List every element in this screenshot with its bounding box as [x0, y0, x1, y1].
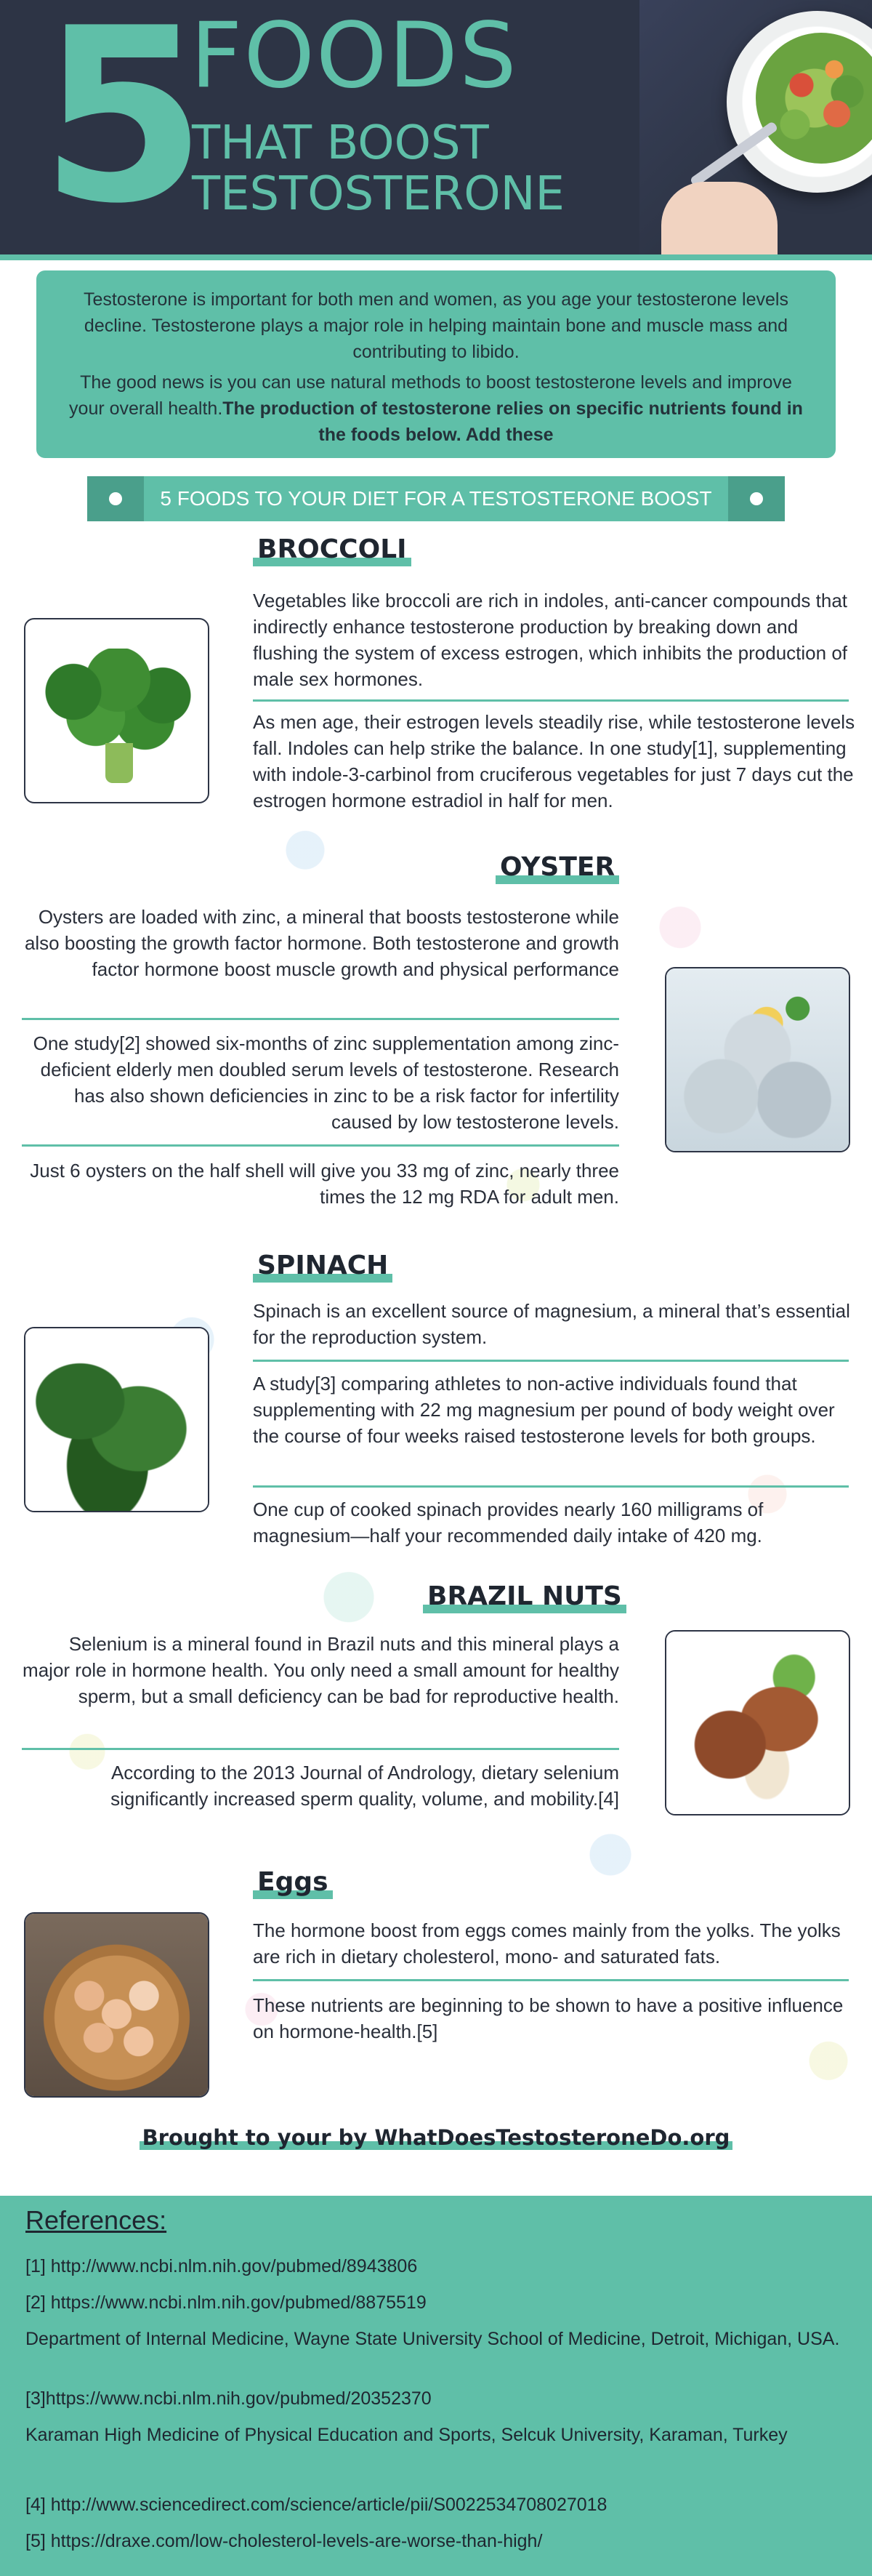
header-divider [0, 254, 872, 260]
spinach-paragraph-2: A study[3] comparing athletes to non-active individuals found that supplementing with 22 mg magnesium per pound of body weight over the course of four weeks raised testosterone levels for both groups. [253, 1373, 835, 1447]
header-banner [0, 0, 872, 254]
header-number: 5 [40, 0, 207, 254]
intro-paragraph-2-bold: The production of testosterone relies on specific nutrients found in the foods below. Add these [222, 398, 803, 445]
broccoli-divider [253, 699, 849, 702]
broccoli-stem-icon [105, 743, 133, 783]
oyster-title: OYSTER [496, 852, 619, 883]
banner-dot-icon [750, 492, 763, 505]
brazil-nuts-divider [22, 1748, 619, 1750]
spinach-paragraph-3: One cup of cooked spinach provides nearly 160 milligrams of magnesium—half your recommended daily intake of 420 mg. [253, 1498, 764, 1546]
hand-icon [661, 182, 778, 254]
spinach-paragraph-1: Spinach is an excellent source of magnesium, a mineral that’s essential for the reproduction system. [253, 1300, 850, 1348]
header-title-foods: FOODS [190, 4, 518, 108]
brazil-nuts-image [665, 1630, 850, 1815]
eggs-bowl-icon [25, 1914, 208, 2096]
eggs-paragraph-1: The hormone boost from eggs comes mainly from the yolks. The yolks are rich in dietary cholesterol, mono- and saturated fats. [253, 1919, 841, 1967]
references-title: References: [25, 2205, 167, 2235]
reference-item-3: Department of Internal Medicine, Wayne State University School of Medicine, Detroit, Michigan, USA. [25, 2329, 840, 2349]
reference-item-5: Karaman High Medicine of Physical Education and Sports, Selcuk University, Karaman, Turkey [25, 2425, 788, 2445]
oyster-image [665, 967, 850, 1152]
oyster-paragraph-3: Just 6 oysters on the half shell will give you 33 mg of zinc, nearly three times the 12 mg RDA for adult men. [30, 1160, 619, 1208]
banner-cap-right [728, 476, 785, 521]
eggs-title: Eggs [253, 1867, 333, 1898]
oyster-paragraph-1: Oysters are loaded with zinc, a mineral that boosts testosterone while also boosting the growth factor hormone. Both testosterone and growth factor hormone boost muscle growth and physical performance [24, 906, 619, 980]
broccoli-paragraph-1: Vegetables like broccoli are rich in indoles, anti-cancer compounds that indirectly enhance testosterone production by breaking down and flushing the system of excess estrogen, which inhibits the production of male sex hormones. [253, 590, 848, 690]
oyster-icon [666, 968, 849, 1151]
broccoli-title: BROCCOLI [253, 534, 411, 565]
brazil-nuts-title: BRAZIL NUTS [423, 1581, 626, 1612]
salad-plate-image [639, 0, 872, 254]
oyster-paragraph-2: One study[2] showed six-months of zinc supplementation among zinc-deficient elderly men doubled serum levels of testosterone. Research has also shown deficiencies in zinc to be a risk factor for infertility caused by low testosterone levels. [33, 1032, 619, 1133]
brazil-nut-icon [666, 1632, 849, 1814]
banner-dot-icon [109, 492, 122, 505]
header-title-line3: TESTOSTERONE [192, 167, 565, 221]
spinach-title: SPINACH [253, 1251, 392, 1281]
header-title-subtitle [192, 118, 565, 220]
reference-item-7[interactable]: [5] https://draxe.com/low-cholesterol-levels-are-worse-than-high/ [25, 2531, 543, 2551]
eggs-image [24, 1912, 209, 2098]
banner-text: 5 FOODS TO YOUR DIET FOR A TESTOSTERONE BOOST [160, 487, 712, 510]
brazil-nuts-paragraph-2: According to the 2013 Journal of Andrology, dietary selenium significantly increased sperm quality, volume, and mobility.[4] [110, 1762, 619, 1810]
reference-item-2[interactable]: [2] https://www.ncbi.nlm.nih.gov/pubmed/8875519 [25, 2292, 427, 2313]
banner-cap-left [87, 476, 144, 521]
intro-paragraph-2 [65, 369, 807, 448]
credit-line: Brought to your by WhatDoesTestosteroneDo.org [0, 2123, 872, 2152]
intro-box [36, 270, 836, 458]
section-banner [87, 476, 785, 521]
spinach-divider-1 [253, 1360, 849, 1362]
intro-paragraph-1: Testosterone is important for both men and women, as you age your testosterone levels decline. Testosterone plays a major role in helping maintain bone and muscle mass and contributing to libido. [84, 289, 788, 362]
reference-item-6[interactable]: [4] http://www.sciencedirect.com/science/article/pii/S0022534708027018 [25, 2495, 607, 2515]
reference-item-4[interactable]: [3]https://www.ncbi.nlm.nih.gov/pubmed/20352370 [25, 2388, 432, 2409]
intro-paragraph-2-regular: The good news is you can use natural methods to boost testosterone levels and improve your overall health. [69, 372, 792, 419]
spinach-image [24, 1327, 209, 1512]
eggs-paragraph-2: These nutrients are beginning to be shown to have a positive influence on hormone-health.[5] [253, 1994, 844, 2042]
references-section [0, 2196, 872, 2576]
oyster-divider-2 [22, 1144, 619, 1147]
eggs-divider [253, 1979, 849, 1981]
oyster-divider-1 [22, 1018, 619, 1020]
broccoli-image [24, 618, 209, 803]
broccoli-paragraph-2: As men age, their estrogen levels steadily rise, while testosterone levels fall. Indoles can help strike the balance. In one study[1], supplementing with indole-3-carbinol from cruciferous vegetables for just 7 days cut the estrogen hormone estradiol in half for men. [253, 711, 855, 811]
spinach-icon [25, 1328, 208, 1511]
reference-item-1[interactable]: [1] http://www.ncbi.nlm.nih.gov/pubmed/8943806 [25, 2256, 418, 2276]
brazil-nuts-paragraph-1: Selenium is a mineral found in Brazil nuts and this mineral plays a major role in hormone health. You only need a small amount for healthy sperm, but a small deficiency can be bad for reproductive health. [23, 1633, 619, 1707]
spinach-divider-2 [253, 1485, 849, 1488]
header-title-line2: THAT BOOST [192, 116, 489, 170]
